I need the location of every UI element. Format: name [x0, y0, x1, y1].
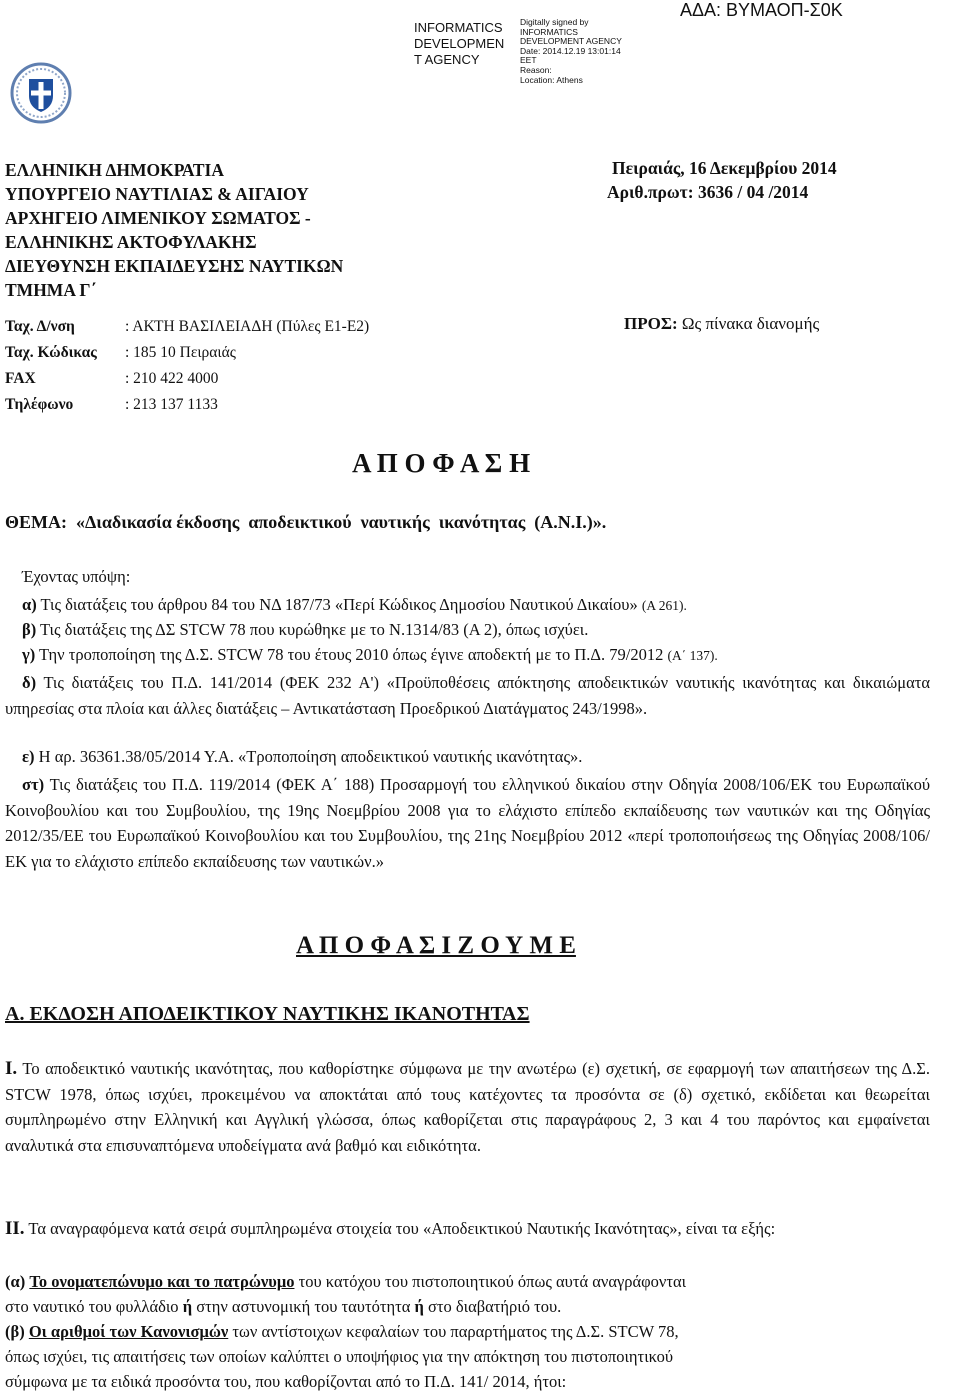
item-reference: (Α΄ 137).: [667, 648, 718, 663]
item-label: στ): [22, 775, 45, 794]
item-text: του κατόχου του πιστοποιητικού όπως αυτά αναγράφονται: [294, 1272, 687, 1291]
phone-row: [5, 392, 369, 418]
item-text: Τις διατάξεις της ΔΣ STCW 78 που κυρώθηκε με το Ν.1314/83 (Α 2), όπως ισχύει.: [40, 620, 589, 639]
item-text: Τις διατάξεις του άρθρου 84 του ΝΔ 187/73 «Περί Κώδικος Δημοσίου Ναυτικού Δικαίου»: [40, 595, 638, 614]
paragraph-2-item-beta-continued: όπως ισχύει, τις απαιτήσεις των οποίων καλύπτει ο υποψήφιος για την απόκτηση του πιστοποιητικού: [5, 1347, 674, 1366]
contact-block: [5, 314, 369, 418]
issuer-line: ΔΙΕΥΘΥΝΣΗ ΕΚΠΑΙΔΕΥΣΗΣ ΝΑΥΤΙΚΩΝ: [5, 256, 344, 276]
item-text: στην αστυνομική του ταυτότητα: [192, 1297, 415, 1316]
paragraph-2-item-beta-continued: σύμφωνα με τα ειδικά προσόντα του, που καθορίζονται από το Π.Δ. 141/ 2014, ήτοι:: [5, 1372, 567, 1391]
considering-item-c: [22, 645, 718, 665]
postcode-row: [5, 340, 369, 366]
considering-item-f: [5, 772, 930, 874]
recipient: [624, 314, 819, 334]
fax-row: [5, 366, 369, 392]
issuer-line: ΤΜΗΜΑ Γ΄: [5, 280, 97, 300]
digital-signature-organization: INFORMATICS DEVELOPMEN T AGENCY: [414, 20, 505, 67]
considering-item-d: [5, 670, 930, 721]
considering-intro: Έχοντας υπόψη:: [22, 567, 131, 586]
paragraph-2-item-beta: [5, 1322, 679, 1342]
item-text: στο ναυτικό του φυλλάδιο: [5, 1297, 183, 1316]
considering-item-b: [22, 620, 588, 640]
protocol-number: Αριθ.πρωτ: 3636 / 04 /2014: [607, 182, 809, 202]
subject: ΘΕΜΑ: «Διαδικασία έκδοσης αποδεικτικού ναυτικής ικανότητας (Α.Ν.Ι.)».: [5, 512, 607, 532]
recipient-label: ΠΡΟΣ:: [624, 314, 678, 333]
item-label: (α): [5, 1272, 26, 1291]
address-label: Ταχ. Δ/νση: [5, 318, 75, 335]
paragraph-2: [5, 1216, 930, 1242]
greek-coat-of-arms-icon: [10, 62, 72, 129]
paragraph-2-item-alpha-continued: [5, 1297, 561, 1317]
we-decide-heading: Α Π Ο Φ Α Σ Ι Ζ Ο Υ Μ Ε: [296, 932, 576, 959]
paragraph-label: Ι.: [5, 1058, 18, 1079]
item-label: δ): [22, 673, 37, 692]
considering-item-a: [22, 595, 687, 615]
item-text: Τις διατάξεις του Π.Δ. 119/2014 (ΦΕΚ Α΄ 188) Προσαρμογή του ελληνικού δικαίου στην Οδηγία 2008/106/ΕΚ του Ευρωπαϊκού Κοινοβουλίου και του Συμβουλίου, της 19ης Νοεμβρίου 2008 για το ελάχιστο επίπεδο εκπαίδευσης των ναυτικών και της Οδηγίας 2012/35/ΕΕ του Ευρωπαϊκού Κοινοβουλίου και του Συμβουλίου, της 21ης Νοεμβρίου 2012 «περί τροποποιήσεως της Οδηγίας 2008/106/ΕΚ για το ελάχιστο επίπεδο εκπαίδευσης των ναυτικών.»: [5, 775, 930, 871]
item-text: των αντίστοιχων κεφαλαίων του παραρτήματος της Δ.Σ. STCW 78,: [228, 1322, 679, 1341]
item-label: (β): [5, 1322, 25, 1341]
paragraph-label: ΙΙ.: [5, 1218, 25, 1239]
address-value: : ΑΚΤΗ ΒΑΣΙΛΕΙΑΔΗ (Πύλες Ε1-Ε2): [125, 318, 370, 335]
paragraph-text: Τα αναγραφόμενα κατά σειρά συμπληρωμένα στοιχεία του «Αποδεικτικού Ναυτικής Ικανότητας», είναι τα εξής:: [28, 1219, 776, 1238]
or-word: ή: [414, 1297, 424, 1316]
fax-label: FAX: [5, 370, 36, 387]
paragraph-text: Το αποδεικτικό ναυτικής ικανότητας, που καθορίστηκε σύμφωνα με την ανωτέρω (ε) σχετική, σε εφαρμογή των απαιτήσεων της Δ.Σ. STCW 1978, όπως ισχύει, προκειμένου να αποκτάται από τους κατέχοντες τα προσόντα σε (δ) σχετικό, εκδίδεται και θεωρείται συμπληρωμένο στην Ελληνική και Αγγλική γλώσσα, όπως καθορίζεται στις παραγράφους 2, 3 και 4 του παρόντος και εμφαίνεται αναλυτικά στα επισυναπτόμενα υποδείγματα ανά βαθμό και ειδικότητα.: [5, 1059, 930, 1155]
digital-signature-details: Digitally signed by INFORMATICS DEVELOPMENT AGENCY Date: 2014.12.19 13:01:14 EET Reason: Location: Athens: [520, 17, 622, 85]
section-a-title: Α. ΕΚΔΟΣΗ ΑΠΟΔΕΙΚΤΙΚΟΥ ΝΑΥΤΙΚΗΣ ΙΚΑΝΟΤΗΤΑΣ: [5, 1003, 530, 1025]
address-row: [5, 314, 369, 340]
phone-label: Τηλέφωνο: [5, 396, 74, 413]
item-text: στο διαβατήριό του.: [423, 1297, 562, 1316]
issuer-line: ΥΠΟΥΡΓΕΙΟ ΝΑΥΤΙΛΙΑΣ & ΑΙΓΑΙΟΥ: [5, 184, 309, 204]
item-label: α): [22, 595, 37, 614]
item-title: Το ονοματεπώνυμο και το πατρώνυμο: [29, 1272, 295, 1291]
item-label: β): [22, 620, 37, 639]
issuer-block: [5, 158, 343, 302]
issuer-line: ΕΛΛΗΝΙΚΗΣ ΑΚΤΟΦΥΛΑΚΗΣ: [5, 232, 257, 252]
issuer-line: ΕΛΛΗΝΙΚΗ ΔΗΜΟΚΡΑΤΙΑ: [5, 160, 224, 180]
item-text: Τις διατάξεις του Π.Δ. 141/2014 (ΦΕΚ 232 Α') «Προϋποθέσεις απόκτησης αποδεικτικών ναυτικής ικανότητας και δικαιώματα υπηρεσίας στα πλοία και άλλες διατάξεις – Αντικατάσταση Προεδρικού Διατάγματος 243/1998».: [5, 673, 930, 718]
issuer-line: ΑΡΧΗΓΕΙΟ ΛΙΜΕΝΙΚΟΥ ΣΩΜΑΤΟΣ -: [5, 208, 311, 228]
postcode-label: Ταχ. Κώδικας: [5, 344, 97, 361]
phone-value: : 213 137 1133: [125, 396, 218, 413]
decision-title: Α Π Ο Φ Α Σ Η: [352, 448, 531, 478]
postcode-value: : 185 10 Πειραιάς: [125, 344, 236, 361]
item-label: γ): [22, 645, 36, 664]
or-word: ή: [182, 1297, 193, 1316]
item-text: Η αρ. 36361.38/05/2014 Υ.Α. «Τροποποίηση αποδεικτικού ναυτικής ικανότητας».: [38, 747, 583, 766]
fax-value: : 210 422 4000: [125, 370, 219, 387]
place-date: Πειραιάς, 16 Δεκεμβρίου 2014: [612, 158, 837, 178]
considering-item-e: [22, 747, 582, 767]
ada-code: ΑΔΑ: ΒΥΜΑΟΠ-Σ0Κ: [680, 0, 843, 20]
item-text: Την τροποποίηση της Δ.Σ. STCW 78 του έτους 2010 όπως έγινε αποδεκτή με το Π.Δ. 79/2012: [39, 645, 664, 664]
item-reference: (Α 261).: [641, 598, 687, 613]
paragraph-2-item-alpha: [5, 1272, 686, 1292]
item-title: Οι αριθμοί των Κανονισμών: [28, 1322, 229, 1341]
recipient-value: Ως πίνακα διανομής: [681, 314, 820, 333]
paragraph-1: [5, 1056, 930, 1158]
item-label: ε): [22, 747, 35, 766]
